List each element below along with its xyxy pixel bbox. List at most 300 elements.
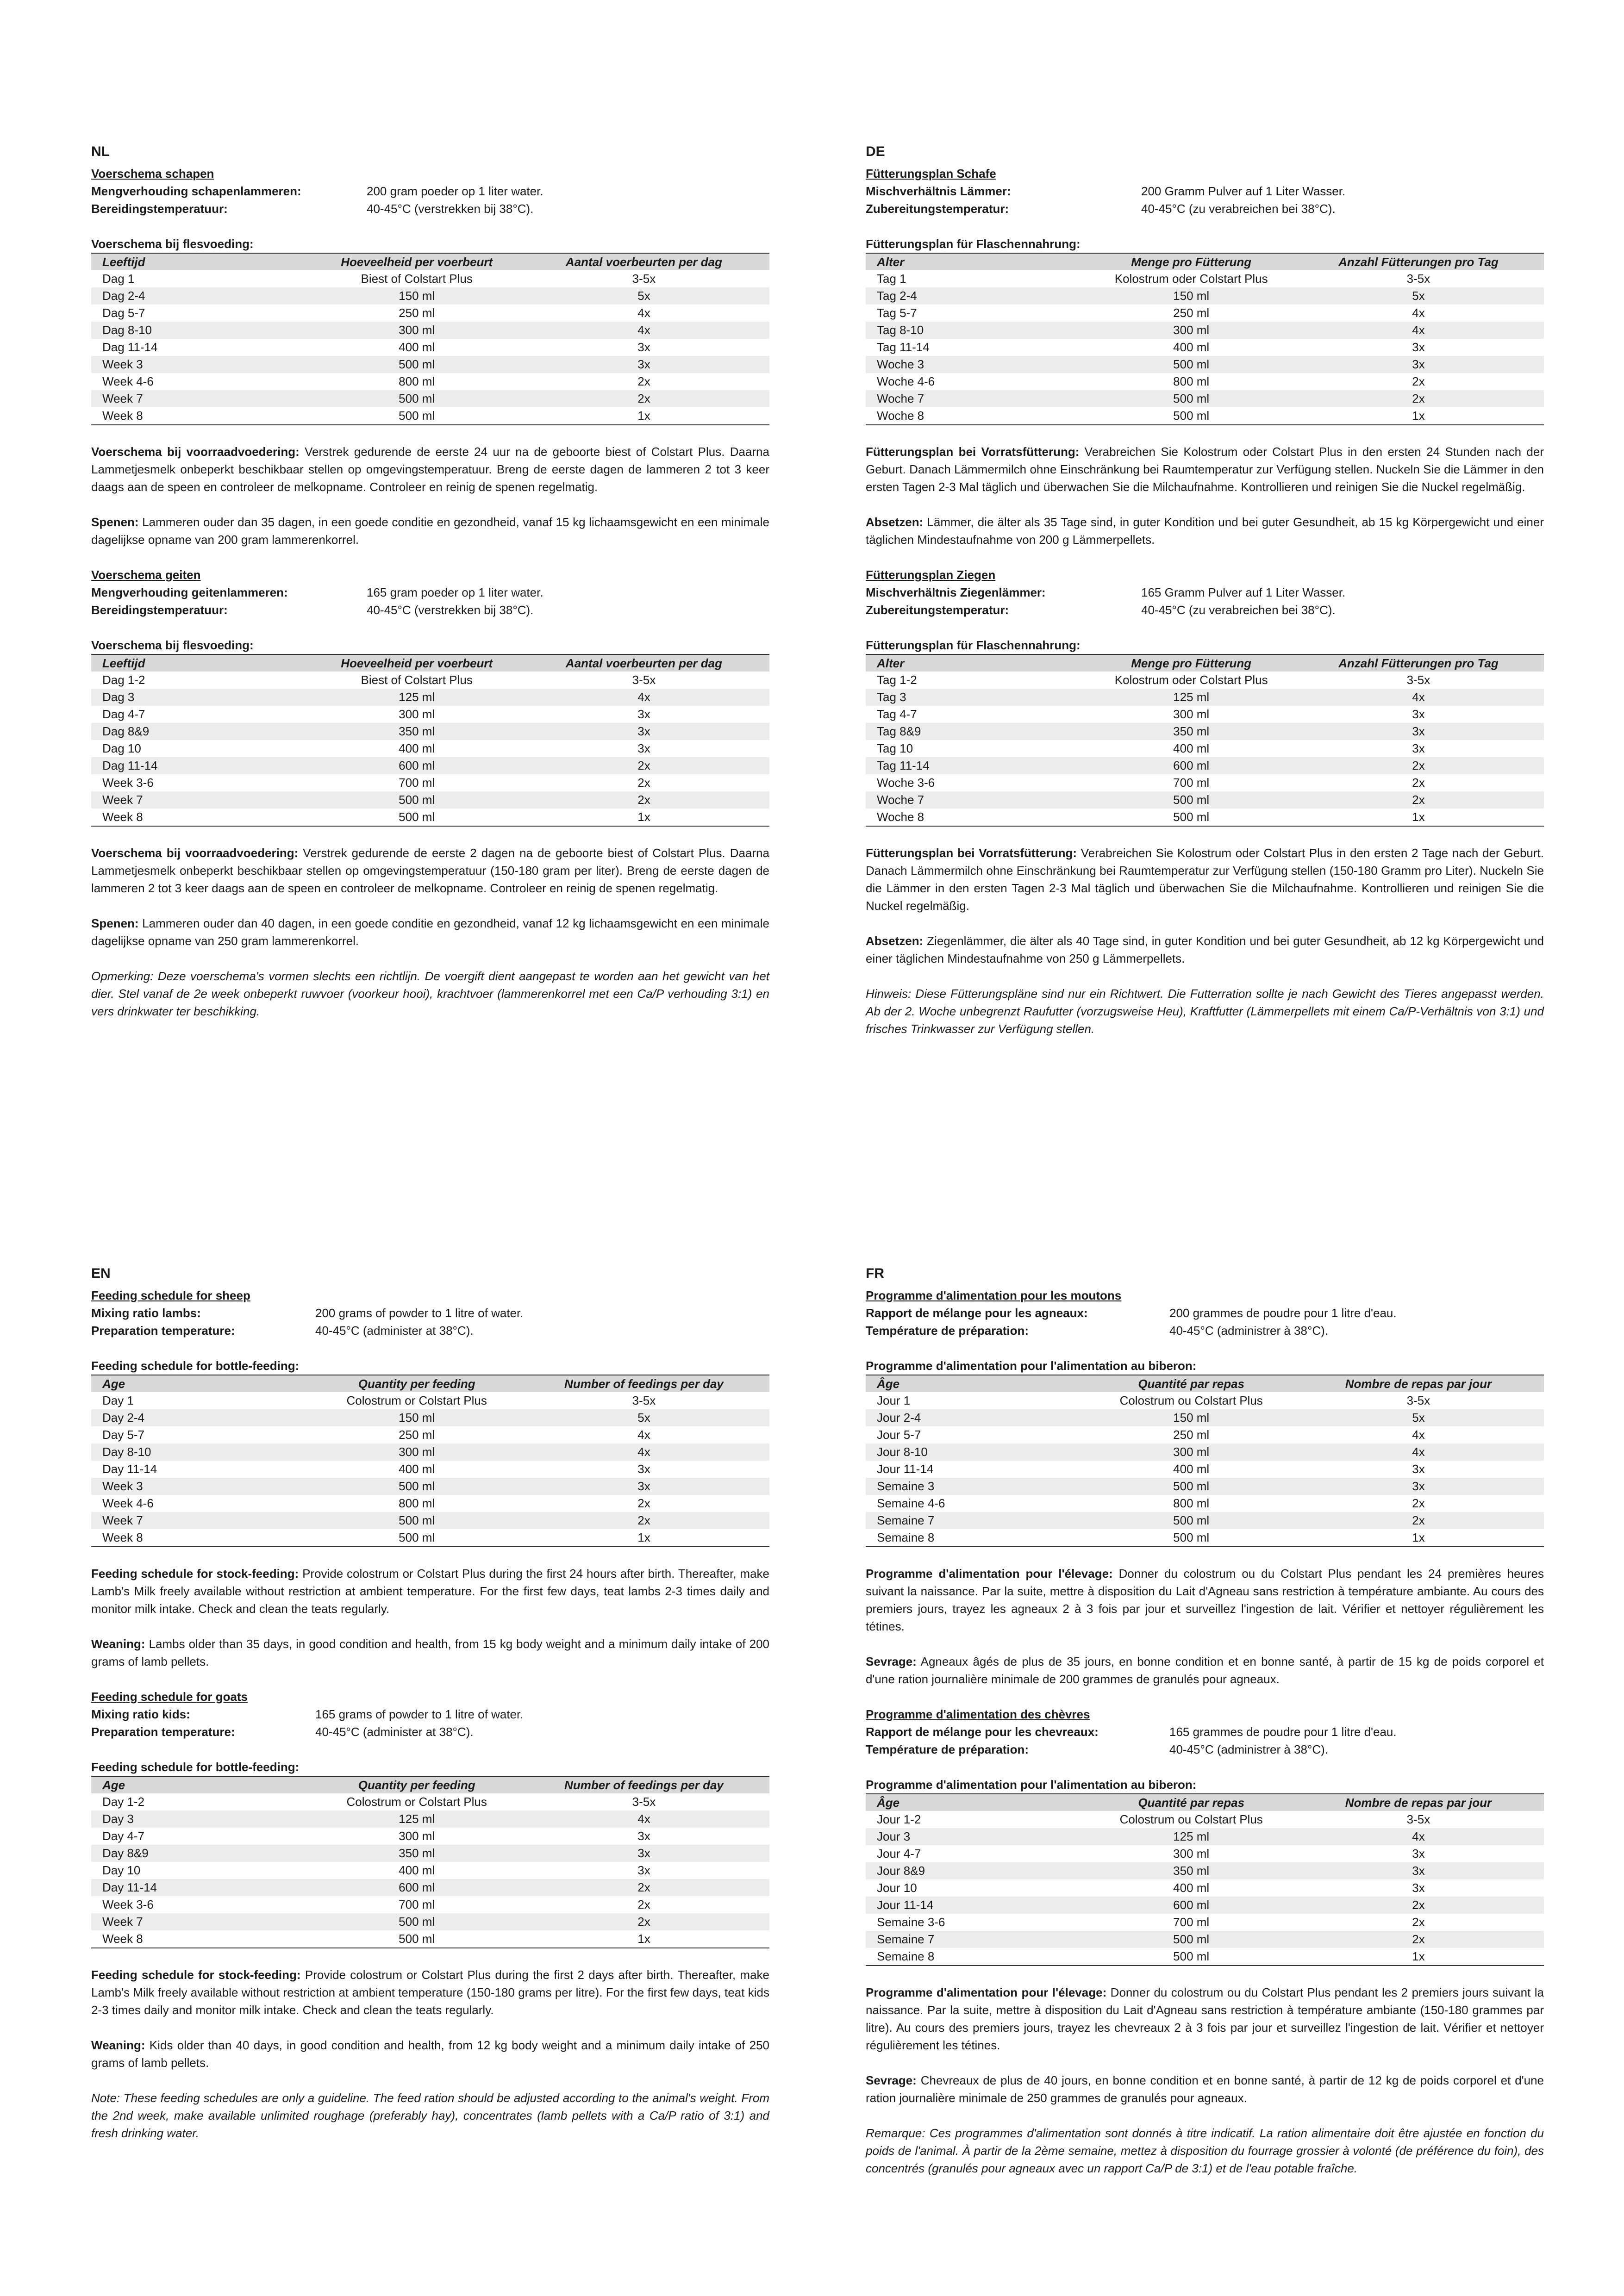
mixing-ratio-row	[91, 1304, 769, 1322]
table-cell: 4x	[1412, 1428, 1425, 1442]
section-goats	[866, 1688, 1544, 2107]
table-row	[866, 1461, 1544, 1478]
table-cell: 600 ml	[315, 757, 518, 774]
table-row	[866, 1811, 1544, 1828]
table-row	[91, 1845, 769, 1862]
mixing-ratio-row	[91, 182, 769, 200]
table-row	[91, 305, 769, 322]
table-cell: 125 ml	[1089, 689, 1293, 706]
table-cell: 2x	[1412, 776, 1425, 790]
weaning-paragraph	[866, 1653, 1544, 1688]
table-row	[91, 706, 769, 723]
table-cell: Dag 4-7	[102, 707, 145, 721]
table-cell: 4x	[637, 1428, 650, 1442]
table-cell: Week 4-6	[102, 374, 154, 388]
table-cell: 250 ml	[399, 306, 435, 320]
table-cell: 3-5x	[1406, 673, 1430, 687]
feeding-table	[91, 253, 769, 425]
table-cell: 2x	[518, 390, 769, 407]
bottle-schedule-title: Programme d'alimentation pour l'alimentation au biberon:	[866, 1778, 1197, 1792]
feeding-table	[866, 1793, 1544, 1966]
table-cell: Dag 1-2	[102, 673, 145, 687]
table-cell: Kolostrum oder Colstart Plus	[1114, 272, 1268, 286]
table-cell: Day 3	[91, 1811, 315, 1828]
table-cell: 125 ml	[315, 689, 518, 706]
mixing-ratio-row	[91, 584, 769, 601]
remark-note: Opmerking: Deze voerschema's vormen slechts een richtlijn. De voergift dient aangepast te worden aan het gewicht van het dier. Stel vanaf de 2e week onbeperkt ruwvoer (voorkeur hooi), krachtvoer (lammerenkorrel met een Ca/P verhouding 3:1) en vers drinkwater ter beschikking.	[91, 969, 769, 1018]
column-header: Quantity per feeding	[315, 1776, 518, 1793]
table-cell: 4x	[518, 1811, 769, 1828]
column-header: Hoeveelheid per voerbeurt	[315, 253, 518, 270]
table-header-row	[91, 253, 769, 270]
table-cell: 1x	[518, 1930, 769, 1948]
mixing-ratio-label: Mixing ratio kids:	[91, 1707, 190, 1721]
table-cell: Week 8	[91, 407, 315, 425]
preparation-temperature-value: 40-45°C (administrer à 38°C).	[1169, 1742, 1329, 1756]
table-cell: Dag 3	[91, 689, 315, 706]
mixing-ratio-label: Rapport de mélange pour les agneaux:	[866, 1306, 1088, 1320]
table-row	[91, 1879, 769, 1896]
table-cell: 3x	[637, 1462, 650, 1476]
table-row	[91, 1495, 769, 1512]
table-row	[866, 774, 1544, 791]
column-header: Alter	[866, 253, 1089, 270]
table-cell: Jour 1-2	[877, 1812, 921, 1826]
table-row	[866, 373, 1544, 390]
table-cell: Day 2-4	[91, 1409, 315, 1426]
table-cell: 4x	[1293, 1828, 1544, 1845]
table-cell: 2x	[637, 776, 650, 790]
table-cell: 300 ml	[315, 322, 518, 339]
table-cell: Woche 7	[866, 390, 1089, 407]
column-header: Hoeveelheid per voerbeurt	[315, 654, 518, 672]
stock-feeding-text: Verstrek gedurende de eerste 2 dagen na de geboorte biest of Colstart Plus. Daarna Lammetjesmelk onbeperkt beschikbaar stellen op omgevingstemperatuur (150-180 gram per liter). Breng de eerste dagen de lammeren 2 tot 3 keer daags aan de speen en controleer de melkopname. Controleer en reinig de spenen regelmatig.	[91, 846, 769, 895]
table-cell: 3x	[1293, 723, 1544, 740]
feeding-table	[91, 1375, 769, 1547]
weaning-text: Lammeren ouder dan 40 dagen, in een goede conditie en gezondheid, vanaf 12 kg lichaamsgewicht en een minimale dagelijkse opname van 250 gram lammerenkorrel.	[91, 916, 769, 948]
column-header: Anzahl Fütterungen pro Tag	[1293, 654, 1544, 672]
table-cell: Day 1	[102, 1394, 134, 1407]
table-cell: 2x	[518, 1913, 769, 1930]
table-cell: 1x	[1293, 1529, 1544, 1547]
table-cell: Jour 8-10	[866, 1444, 1089, 1461]
column-header: Âge	[866, 1375, 1089, 1392]
table-cell: Day 1-2	[102, 1795, 145, 1809]
section-sheep	[91, 165, 769, 548]
table-row	[91, 672, 769, 689]
column-header: Alter	[866, 654, 1089, 672]
table-cell: 300 ml	[1089, 1444, 1293, 1461]
table-row	[866, 1529, 1544, 1547]
panel-fr	[866, 1263, 1544, 2177]
stock-feeding-label: Fütterungsplan bei Vorratsfütterung:	[866, 445, 1080, 459]
mixing-ratio-label: Mischverhältnis Ziegenlämmer:	[866, 585, 1046, 599]
table-cell: 500 ml	[1089, 1931, 1293, 1948]
mixing-ratio-value: 200 grammes de poudre pour 1 litre d'eau.	[1169, 1306, 1397, 1320]
table-row	[91, 740, 769, 757]
table-cell: 3-5x	[632, 272, 656, 286]
feeding-table	[866, 1375, 1544, 1547]
weaning-text: Ziegenlämmer, die älter als 40 Tage sind, in guter Kondition und bei guter Gesundheit, ab 12 kg Körpergewicht und einer täglichen Mindestaufnahme von 250 g Lämmerpellets.	[866, 934, 1544, 965]
bottle-schedule-title: Feeding schedule for bottle-feeding:	[91, 1359, 300, 1373]
table-cell: Jour 11-14	[866, 1897, 1089, 1914]
table-cell: 3x	[518, 356, 769, 373]
table-cell: Jour 2-4	[866, 1409, 1089, 1426]
preparation-temperature-label: Température de préparation:	[866, 1742, 1029, 1756]
mixing-ratio-value: 165 gram poeder op 1 liter water.	[367, 585, 543, 599]
table-cell: 125 ml	[315, 1811, 518, 1828]
table-row	[866, 723, 1544, 740]
table-cell: 1x	[518, 1529, 769, 1547]
table-row	[866, 1914, 1544, 1931]
table-cell: 2x	[518, 1879, 769, 1896]
bottle-schedule-title: Voerschema bij flesvoeding:	[91, 638, 254, 652]
table-cell: 1x	[1293, 809, 1544, 826]
table-cell: 1x	[518, 407, 769, 425]
column-header: Number of feedings per day	[518, 1776, 769, 1793]
table-cell: 250 ml	[1173, 306, 1210, 320]
weaning-label: Sevrage:	[866, 2073, 917, 2087]
table-cell: 3x	[637, 340, 650, 354]
table-cell: 800 ml	[399, 374, 435, 388]
table-cell: Jour 4-7	[877, 1847, 921, 1860]
table-cell: 4x	[1293, 689, 1544, 706]
table-cell: Tag 10	[877, 741, 913, 755]
weaning-paragraph	[866, 932, 1544, 967]
table-cell: 3x	[1412, 741, 1425, 755]
table-cell: 3x	[1412, 707, 1425, 721]
feeding-table	[866, 253, 1544, 425]
stock-feeding-paragraph	[866, 1984, 1544, 2054]
table-row	[91, 270, 769, 287]
section-sheep	[866, 165, 1544, 548]
table-cell: 600 ml	[1089, 1897, 1293, 1914]
bottle-schedule-title: Fütterungsplan für Flaschennahrung:	[866, 638, 1081, 652]
table-cell: 350 ml	[1089, 723, 1293, 740]
table-cell: 700 ml	[1173, 776, 1210, 790]
table-cell: 700 ml	[399, 776, 435, 790]
column-header: Quantité par repas	[1089, 1375, 1293, 1392]
language-code: FR	[866, 1266, 884, 1281]
table-cell: 250 ml	[1173, 1428, 1210, 1442]
table-row	[91, 1478, 769, 1495]
panel-nl	[91, 142, 769, 1020]
table-cell: 400 ml	[399, 1863, 435, 1877]
table-row	[91, 1529, 769, 1547]
preparation-temperature-label: Zubereitungstemperatur:	[866, 202, 1009, 216]
table-cell: Week 8	[91, 1930, 315, 1948]
mixing-ratio-row	[91, 1705, 769, 1723]
table-cell: 2x	[518, 757, 769, 774]
table-cell: 3x	[1412, 340, 1425, 354]
table-row	[91, 1828, 769, 1845]
stock-feeding-label: Feeding schedule for stock-feeding:	[91, 1968, 301, 1982]
language-code: EN	[91, 1266, 111, 1281]
table-row	[866, 305, 1544, 322]
table-cell: 700 ml	[1173, 1915, 1210, 1929]
bottle-schedule-title: Feeding schedule for bottle-feeding:	[91, 1760, 300, 1774]
table-cell: Day 8&9	[91, 1845, 315, 1862]
section-title: Voerschema geiten	[91, 568, 201, 582]
table-row	[866, 740, 1544, 757]
column-header: Leeftijd	[91, 654, 315, 672]
table-cell: 500 ml	[315, 809, 518, 826]
table-row	[866, 1948, 1544, 1966]
mixing-ratio-row	[866, 1723, 1544, 1741]
table-cell: Colostrum or Colstart Plus	[346, 1394, 487, 1407]
table-cell: Dag 11-14	[102, 340, 158, 354]
table-cell: Jour 5-7	[877, 1428, 921, 1442]
table-cell: 3x	[1412, 1847, 1425, 1860]
table-cell: 600 ml	[1089, 757, 1293, 774]
preparation-temperature-row	[91, 601, 769, 619]
table-cell: 1x	[1293, 407, 1544, 425]
table-header-row	[91, 1375, 769, 1392]
mixing-ratio-label: Mischverhältnis Lämmer:	[866, 184, 1011, 198]
section-title: Programme d'alimentation pour les moutons	[866, 1288, 1122, 1302]
table-cell: Week 7	[91, 1512, 315, 1529]
table-row	[91, 723, 769, 740]
table-cell: 3-5x	[632, 673, 656, 687]
mixing-ratio-row	[866, 584, 1544, 601]
table-cell: Jour 8&9	[866, 1862, 1089, 1879]
table-cell: Week 4-6	[102, 1496, 154, 1510]
weaning-text: Kids older than 40 days, in good condition and health, from 12 kg body weight and a minimum daily intake of 250 grams of lamb pellets.	[91, 2038, 769, 2070]
table-cell: 3x	[637, 1863, 650, 1877]
table-cell: Week 3-6	[102, 1898, 154, 1911]
table-cell: 5x	[518, 1409, 769, 1426]
section-sheep	[91, 1287, 769, 1670]
table-cell: 2x	[1293, 1512, 1544, 1529]
table-cell: 800 ml	[1173, 1496, 1210, 1510]
table-cell: 2x	[1412, 1915, 1425, 1929]
table-cell: 3x	[637, 1829, 650, 1843]
table-row	[91, 1793, 769, 1811]
stock-feeding-text: Provide colostrum or Colstart Plus during the first 24 hours after birth. Thereafter, make Lamb's Milk freely available without restriction at ambient temperature. For the first few days, teat lambs 2-3 times daily and monitor milk intake. Check and clean the teats regularly.	[91, 1567, 769, 1616]
column-header: Âge	[866, 1794, 1089, 1811]
preparation-temperature-label: Température de préparation:	[866, 1324, 1029, 1338]
table-cell: 2x	[1293, 791, 1544, 809]
column-header: Number of feedings per day	[518, 1375, 769, 1392]
table-cell: 800 ml	[1173, 374, 1210, 388]
remark-note: Remarque: Ces programmes d'alimentation sont donnés à titre indicatif. La ration alimentaire doit être ajustée en fonction du poids de l'animal. À partir de la 2ème semaine, mettez à disposition du fourrage grossier à volonté (de préférence du foin), des concentrés (granulés pour agneaux avec un rapport Ca/P de 3:1) et de l'eau potable fraîche.	[866, 2126, 1544, 2175]
table-cell: Dag 8-10	[91, 322, 315, 339]
table-row	[91, 791, 769, 809]
weaning-paragraph	[866, 2072, 1544, 2107]
table-row	[91, 809, 769, 826]
preparation-temperature-value: 40-45°C (verstrekken bij 38°C).	[367, 603, 534, 617]
table-cell: 3x	[1412, 1881, 1425, 1895]
table-cell: 2x	[1293, 1897, 1544, 1914]
stock-feeding-label: Voerschema bij voorraadvoedering:	[91, 445, 300, 459]
stock-feeding-text: Provide colostrum or Colstart Plus during the first 2 days after birth. Thereafter, make Lamb's Milk freely available without restriction at ambient temperature (150-180 grams per litre). For the first few days, teat kids 2-3 times daily and monitor milk intake. Check and clean the teats regularly.	[91, 1968, 769, 2017]
table-cell: Week 8	[91, 1529, 315, 1547]
table-cell: 300 ml	[315, 1444, 518, 1461]
table-cell: Tag 8&9	[866, 723, 1089, 740]
section-title: Fütterungsplan Ziegen	[866, 568, 996, 582]
table-row	[91, 1913, 769, 1930]
table-cell: 500 ml	[315, 1529, 518, 1547]
table-cell: Semaine 8	[866, 1948, 1089, 1966]
table-row	[866, 1392, 1544, 1409]
table-cell: 500 ml	[315, 1512, 518, 1529]
stock-feeding-text: Donner du colostrum ou du Colstart Plus pendant les 2 premiers jours suivant la naissance. Par la suite, mettre à disposition du Lait d'Agneau sans restriction à température ambiante (150-180 grammes par litre). Au cours des premiers jours, trayez les chevreaux 2 à 3 fois par jour et surveillez l'ingestion de lait. Vérifier et nettoyer régulièrement les tétines.	[866, 1985, 1544, 2052]
table-cell: 300 ml	[1173, 707, 1210, 721]
bottle-schedule-title: Fütterungsplan für Flaschennahrung:	[866, 237, 1081, 251]
table-cell: Week 3	[91, 1478, 315, 1495]
column-header: Menge pro Fütterung	[1089, 654, 1293, 672]
panel-en	[91, 1263, 769, 2142]
table-header-row	[91, 1776, 769, 1793]
table-cell: Day 4-7	[102, 1829, 145, 1843]
table-cell: Tag 2-4	[866, 287, 1089, 305]
mixing-ratio-value: 200 gram poeder op 1 liter water.	[367, 184, 543, 198]
weaning-label: Spenen:	[91, 916, 139, 930]
weaning-paragraph	[91, 1635, 769, 1670]
table-row	[91, 1896, 769, 1913]
stock-feeding-paragraph	[91, 844, 769, 897]
remark-note: Note: These feeding schedules are only a guideline. The feed ration should be adjusted according to the animal's weight. From the 2nd week, make available unlimited roughage (preferably hay), concentrates (lamb pellets with a Ca/P ratio of 3:1) and fresh drinking water.	[91, 2091, 769, 2140]
table-cell: 700 ml	[399, 1898, 435, 1911]
table-cell: 350 ml	[315, 723, 518, 740]
table-cell: 3-5x	[1406, 272, 1430, 286]
table-row	[866, 809, 1544, 826]
preparation-temperature-label: Preparation temperature:	[91, 1324, 235, 1338]
table-cell: 3x	[518, 1845, 769, 1862]
table-cell: 400 ml	[399, 340, 435, 354]
stock-feeding-label: Voerschema bij voorraadvoedering:	[91, 846, 299, 860]
column-header: Menge pro Fütterung	[1089, 253, 1293, 270]
table-cell: Tag 1	[877, 272, 906, 286]
feeding-table	[91, 1776, 769, 1948]
table-cell: 2x	[1412, 1496, 1425, 1510]
table-cell: Jour 1	[877, 1394, 911, 1407]
table-cell: 300 ml	[1089, 322, 1293, 339]
table-cell: Semaine 3	[866, 1478, 1089, 1495]
table-cell: 350 ml	[1089, 1862, 1293, 1879]
table-cell: Semaine 8	[866, 1529, 1089, 1547]
weaning-paragraph	[91, 915, 769, 950]
table-cell: 500 ml	[1089, 1512, 1293, 1529]
preparation-temperature-row	[91, 1723, 769, 1741]
mixing-ratio-value: 165 grams of powder to 1 litre of water.	[315, 1707, 524, 1721]
stock-feeding-text: Verabreichen Sie Kolostrum oder Colstart Plus in den ersten 2 Tage nach der Geburt. Danach Lämmermilch ohne Einschränkung bei Raumtemperatur zur Verfügung stellen (150-180 Gramm pro Liter). Nuckeln Sie die Lämmer in den ersten Tagen 2-3 Mal täglich und überwachen Sie die Milchaufnahme. Kontrollieren und reinigen Sie die Nuckel regelmäßig.	[866, 846, 1544, 913]
stock-feeding-label: Programme d'alimentation pour l'élevage:	[866, 1985, 1107, 1999]
table-row	[91, 339, 769, 356]
preparation-temperature-row	[866, 1322, 1544, 1339]
table-cell: 500 ml	[1089, 390, 1293, 407]
stock-feeding-paragraph	[91, 1966, 769, 2019]
table-row	[866, 407, 1544, 425]
table-cell: Day 10	[102, 1863, 141, 1877]
table-cell: Semaine 7	[866, 1512, 1089, 1529]
table-cell: 2x	[637, 374, 650, 388]
preparation-temperature-row	[866, 1741, 1544, 1758]
table-cell: 3-5x	[632, 1795, 656, 1809]
table-cell: 3-5x	[632, 1394, 656, 1407]
table-cell: 150 ml	[315, 1409, 518, 1426]
table-cell: Dag 11-14	[91, 757, 315, 774]
table-cell: 4x	[1293, 1444, 1544, 1461]
table-cell: Dag 5-7	[102, 306, 145, 320]
column-header: Quantity per feeding	[315, 1375, 518, 1392]
table-cell: Woche 4-6	[877, 374, 935, 388]
table-cell: Woche 7	[866, 791, 1089, 809]
preparation-temperature-row	[91, 1322, 769, 1339]
table-header-row	[866, 654, 1544, 672]
table-cell: 3-5x	[1406, 1394, 1430, 1407]
preparation-temperature-value: 40-45°C (zu verabreichen bei 38°C).	[1141, 603, 1336, 617]
weaning-label: Absetzen:	[866, 515, 924, 529]
column-header: Age	[91, 1776, 315, 1793]
table-cell: Woche 3	[866, 356, 1089, 373]
section-title: Voerschema schapen	[91, 167, 214, 180]
spacer	[91, 1670, 769, 1688]
table-cell: Day 11-14	[91, 1879, 315, 1896]
weaning-label: Absetzen:	[866, 934, 924, 948]
table-cell: 125 ml	[1089, 1828, 1293, 1845]
table-row	[866, 1512, 1544, 1529]
table-cell: 5x	[1293, 1409, 1544, 1426]
table-cell: Tag 5-7	[877, 306, 917, 320]
table-cell: 500 ml	[315, 1478, 518, 1495]
spacer	[866, 548, 1544, 566]
spacer	[866, 1688, 1544, 1705]
table-cell: Colostrum ou Colstart Plus	[1119, 1812, 1263, 1826]
mixing-ratio-label: Mengverhouding geitenlammeren:	[91, 585, 288, 599]
table-row	[91, 1392, 769, 1409]
table-cell: 3x	[518, 1478, 769, 1495]
table-cell: Woche 8	[866, 407, 1089, 425]
table-cell: 500 ml	[315, 390, 518, 407]
table-cell: 2x	[1293, 390, 1544, 407]
column-header: Leeftijd	[91, 253, 315, 270]
table-cell: Colostrum or Colstart Plus	[346, 1795, 487, 1809]
spacer	[91, 548, 769, 566]
table-row	[866, 1444, 1544, 1461]
table-cell: Biest of Colstart Plus	[361, 272, 473, 286]
table-cell: 3x	[1293, 1478, 1544, 1495]
table-cell: 2x	[1293, 757, 1544, 774]
table-cell: 5x	[518, 287, 769, 305]
table-header-row	[866, 253, 1544, 270]
stock-feeding-paragraph	[866, 844, 1544, 915]
table-cell: 3x	[1412, 1462, 1425, 1476]
mixing-ratio-label: Mengverhouding schapenlammeren:	[91, 184, 301, 198]
table-cell: 500 ml	[315, 791, 518, 809]
table-row	[91, 1862, 769, 1879]
table-cell: 400 ml	[1173, 741, 1210, 755]
preparation-temperature-label: Bereidingstemperatuur:	[91, 603, 228, 617]
column-header: Anzahl Fütterungen pro Tag	[1293, 253, 1544, 270]
column-header: Nombre de repas par jour	[1293, 1794, 1544, 1811]
table-cell: 4x	[1412, 306, 1425, 320]
table-cell: 150 ml	[1089, 1409, 1293, 1426]
table-cell: Dag 1	[102, 272, 135, 286]
preparation-temperature-value: 40-45°C (administer at 38°C).	[315, 1725, 474, 1739]
table-cell: 2x	[518, 1512, 769, 1529]
table-cell: 500 ml	[1089, 407, 1293, 425]
table-cell: 4x	[518, 322, 769, 339]
table-cell: 150 ml	[315, 287, 518, 305]
table-cell: 500 ml	[1089, 356, 1293, 373]
table-cell: Woche 8	[866, 809, 1089, 826]
weaning-label: Weaning:	[91, 1637, 145, 1651]
table-cell: 150 ml	[1089, 287, 1293, 305]
table-row	[91, 407, 769, 425]
table-cell: Week 3-6	[102, 776, 154, 790]
mixing-ratio-label: Rapport de mélange pour les chevreaux:	[866, 1725, 1099, 1739]
